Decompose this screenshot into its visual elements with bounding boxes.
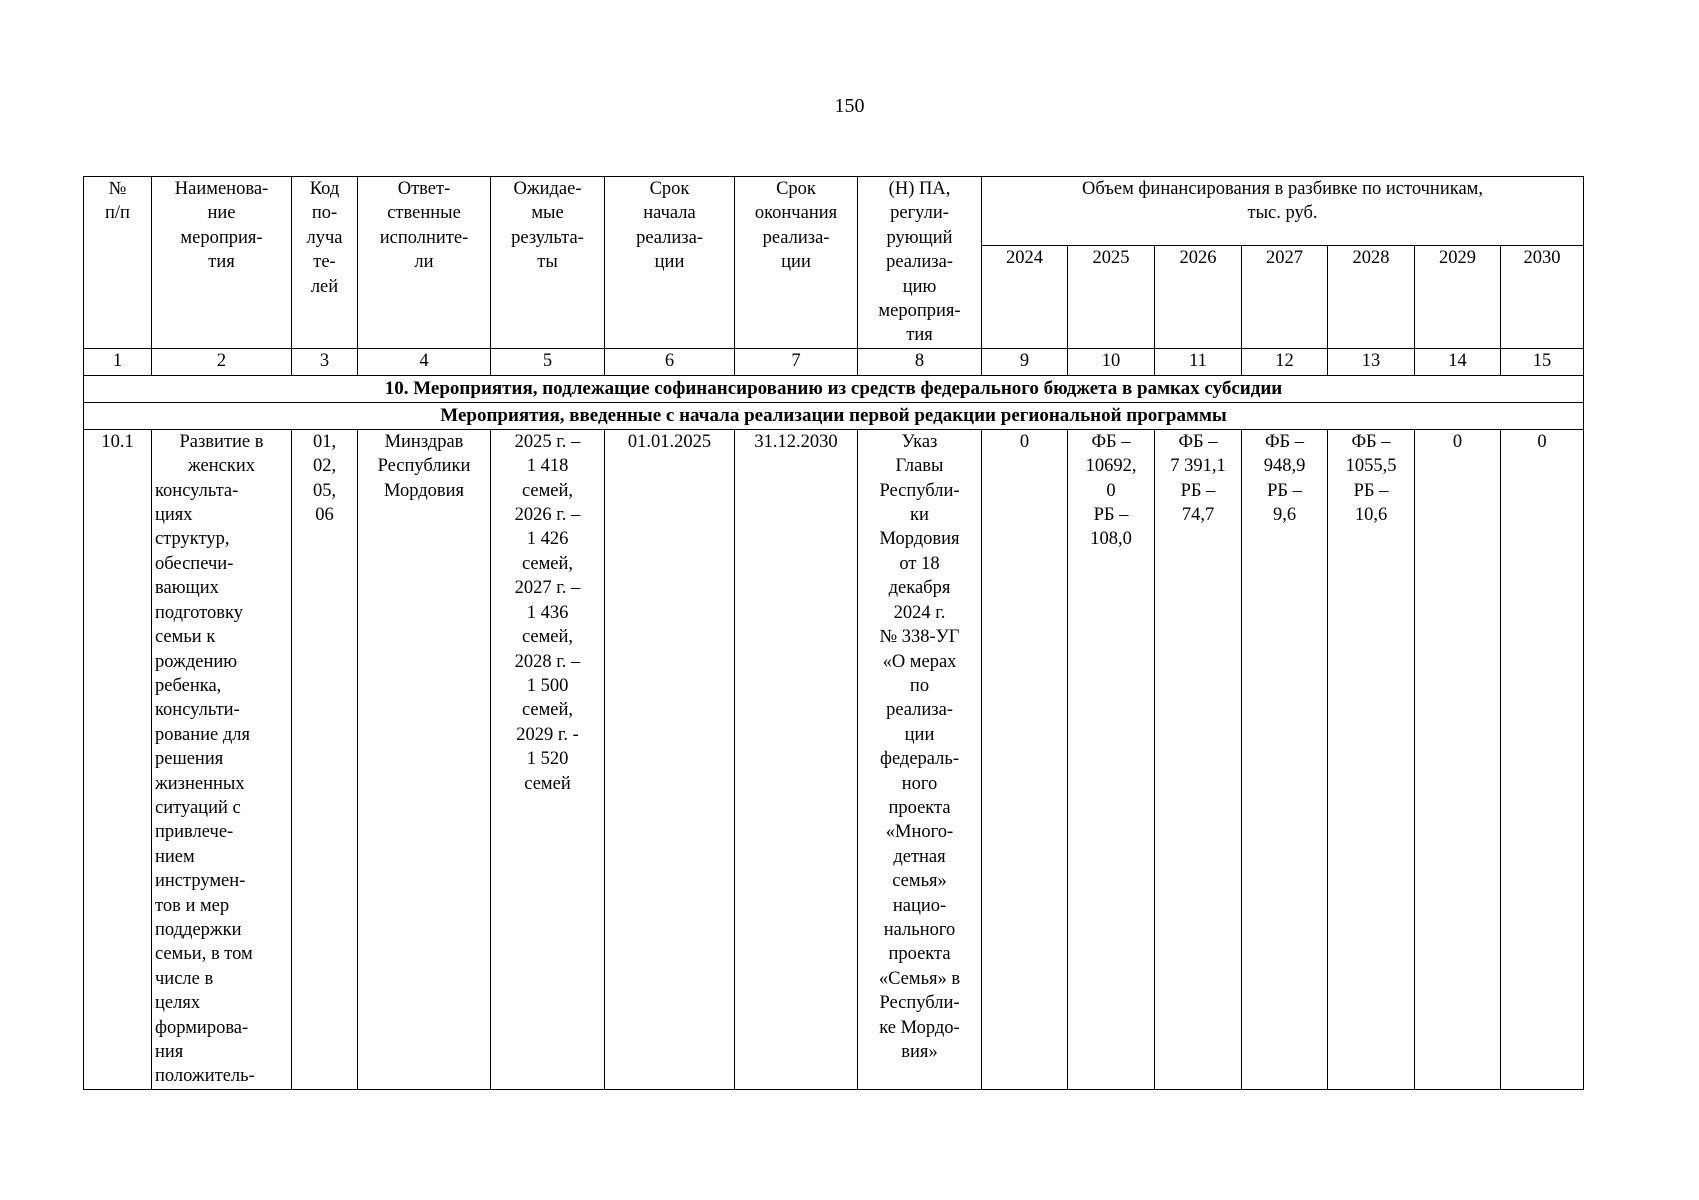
section-title: 10. Мероприятия, подлежащие софинансированию из средств федерального бюджета в рамках субсидии (84, 375, 1584, 402)
header-responsible: Ответ- ственные исполните- ли (358, 177, 491, 349)
row-start: 01.01.2025 (605, 429, 735, 1089)
column-number: 12 (1242, 348, 1328, 375)
column-number: 10 (1068, 348, 1155, 375)
header-year: 2026 (1155, 245, 1242, 348)
column-number: 11 (1155, 348, 1242, 375)
row-2028: ФБ – 1055,5 РБ – 10,6 (1328, 429, 1415, 1089)
header-expected: Ожидае- мые результа- ты (491, 177, 605, 349)
row-2029: 0 (1415, 429, 1501, 1089)
row-expected: 2025 г. – 1 418 семей, 2026 г. – 1 426 семей, 2027 г. – 1 436 семей, 2028 г. – 1 500 семей, 2029 г. - 1 520 семей (491, 429, 605, 1089)
header-num: № п/п (84, 177, 152, 349)
header-year: 2027 (1242, 245, 1328, 348)
column-number: 14 (1415, 348, 1501, 375)
table-row (84, 429, 1584, 1089)
column-number: 1 (84, 348, 152, 375)
header-end: Срок окончания реализа- ции (735, 177, 858, 349)
row-2025: ФБ – 10692, 0 РБ – 108,0 (1068, 429, 1155, 1089)
column-number: 13 (1328, 348, 1415, 375)
header-year: 2030 (1501, 245, 1584, 348)
column-number: 6 (605, 348, 735, 375)
header-row (84, 177, 1584, 246)
row-npa: Указ Главы Республи- ки Мордовия от 18 декабря 2024 г. № 338-УГ «О мерах по реализа- ции федераль- ного проекта «Много- детная семья» нацио- нального проекта «Семья» в Республи- ке Мордо- вия» (858, 429, 982, 1089)
header-start: Срок начала реализа- ции (605, 177, 735, 349)
column-number: 15 (1501, 348, 1584, 375)
column-number: 3 (292, 348, 358, 375)
header-year: 2024 (982, 245, 1068, 348)
row-2030: 0 (1501, 429, 1584, 1089)
row-2026: ФБ – 7 391,1 РБ – 74,7 (1155, 429, 1242, 1089)
column-number: 8 (858, 348, 982, 375)
row-responsible: Минздрав Республики Мордовия (358, 429, 491, 1089)
header-year: 2029 (1415, 245, 1501, 348)
header-npa: (Н) ПА, регули- рующий реализа- цию мероприя- тия (858, 177, 982, 349)
row-code: 01, 02, 05, 06 (292, 429, 358, 1089)
column-number: 9 (982, 348, 1068, 375)
header-name: Наименова- ние мероприя- тия (152, 177, 292, 349)
column-number: 7 (735, 348, 858, 375)
financing-table (83, 176, 1584, 1090)
header-year: 2025 (1068, 245, 1155, 348)
row-name: Развитие в женских консульта- циях структур, обеспечи- вающих подготовку семьи к рождению ребенка, консульти- рование для решения жизненных ситуаций с привлече- нием инструмен- тов и мер поддержки семьи, в том числе в целях формирова- ния положитель- (152, 429, 292, 1089)
column-number: 2 (152, 348, 292, 375)
row-end: 31.12.2030 (735, 429, 858, 1089)
row-2024: 0 (982, 429, 1068, 1089)
section-row (84, 375, 1584, 402)
row-num: 10.1 (84, 429, 152, 1089)
header-funding: Объем финансирования в разбивке по источникам, тыс. руб. (982, 177, 1584, 246)
column-number: 5 (491, 348, 605, 375)
header-year: 2028 (1328, 245, 1415, 348)
column-number-row (84, 348, 1584, 375)
page-number: 150 (834, 95, 865, 117)
row-2027: ФБ – 948,9 РБ – 9,6 (1242, 429, 1328, 1089)
subsection-title: Мероприятия, введенные с начала реализации первой редакции региональной программы (84, 402, 1584, 429)
subsection-row (84, 402, 1584, 429)
header-code: Код по- луча те- лей (292, 177, 358, 349)
column-number: 4 (358, 348, 491, 375)
